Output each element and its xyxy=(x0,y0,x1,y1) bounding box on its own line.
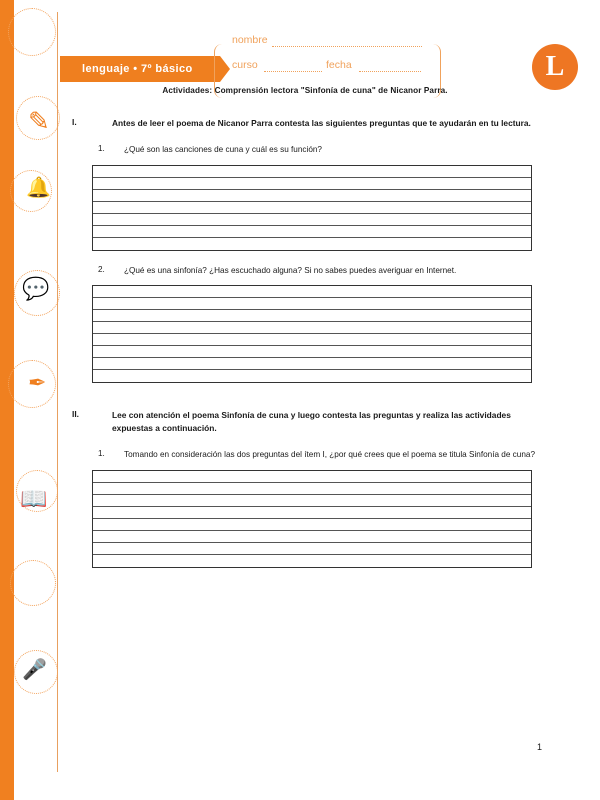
fecha-input-line[interactable] xyxy=(359,71,421,72)
dotted-circle-decor xyxy=(10,560,56,606)
subject-tag: lenguaje • 7º básico xyxy=(60,56,220,82)
question-ii-1-text: Tomando en consideración las dos preguntas del ítem I, ¿por qué crees que el poema se titula Sinfonía de cuna? xyxy=(124,450,535,460)
answer-line[interactable] xyxy=(93,519,531,531)
answer-line[interactable] xyxy=(93,346,531,358)
curso-label: curso xyxy=(232,59,258,71)
bell-icon: 🔔 xyxy=(26,177,51,199)
answer-line[interactable] xyxy=(93,370,531,382)
speech-bubble-icon: 💬 xyxy=(22,276,50,301)
question-i-2-number: 2. xyxy=(98,264,105,274)
logo-badge: L xyxy=(532,44,578,90)
nombre-label: nombre xyxy=(232,34,268,46)
question-ii-1 xyxy=(70,449,540,462)
decorative-side-strip xyxy=(0,0,62,800)
answer-line[interactable] xyxy=(93,202,531,214)
answer-line[interactable] xyxy=(93,471,531,483)
answer-line[interactable] xyxy=(93,531,531,543)
section-ii xyxy=(70,409,540,435)
question-ii-1-number: 1. xyxy=(98,449,105,459)
pencil-icon: ✎ xyxy=(28,106,50,136)
question-i-2 xyxy=(70,265,540,278)
answer-box-i-1[interactable] xyxy=(92,165,532,251)
pen-nib-icon: ✒ xyxy=(28,370,47,395)
question-i-2-text: ¿Qué es una sinfonía? ¿Has escuchado alguna? Si no sabes puedes averiguar en Internet. xyxy=(124,265,457,275)
nombre-input-line[interactable] xyxy=(272,46,422,47)
answer-box-ii-1[interactable] xyxy=(92,470,532,568)
activity-title: Actividades: Comprensión lectora "Sinfonía de cuna" de Nicanor Parra. xyxy=(162,86,448,95)
answer-line[interactable] xyxy=(93,238,531,250)
page-header xyxy=(14,26,600,82)
answer-box-i-2[interactable] xyxy=(92,285,532,383)
section-ii-text: Lee con atención el poema Sinfonía de cuna y luego contesta las preguntas y realiza las actividades expuestas a continuación. xyxy=(112,410,511,434)
accent-bar xyxy=(0,0,14,800)
answer-line[interactable] xyxy=(93,334,531,346)
answer-line[interactable] xyxy=(93,178,531,190)
answer-line[interactable] xyxy=(93,507,531,519)
question-i-1-text: ¿Qué son las canciones de cuna y cuál es su función? xyxy=(124,145,322,155)
answer-line[interactable] xyxy=(93,226,531,238)
section-i-text: Antes de leer el poema de Nicanor Parra contesta las siguientes preguntas que te ayudarán en tu lectura. xyxy=(112,118,531,128)
answer-line[interactable] xyxy=(93,495,531,507)
curso-input-line[interactable] xyxy=(264,71,322,72)
answer-line[interactable] xyxy=(93,310,531,322)
answer-line[interactable] xyxy=(93,286,531,298)
answer-line[interactable] xyxy=(93,190,531,202)
worksheet-body xyxy=(70,86,540,568)
section-ii-number: II. xyxy=(72,409,79,420)
answer-line[interactable] xyxy=(93,358,531,370)
answer-line[interactable] xyxy=(93,214,531,226)
open-book-icon: 📖 xyxy=(20,486,48,511)
section-i-number: I. xyxy=(72,117,77,127)
section-i xyxy=(70,117,540,130)
answer-line[interactable] xyxy=(93,555,531,567)
question-i-1-number: 1. xyxy=(98,144,105,154)
microphone-icon: 🎤 xyxy=(22,659,47,681)
answer-line[interactable] xyxy=(93,543,531,555)
page-number: 1 xyxy=(536,742,542,752)
fecha-label: fecha xyxy=(326,59,352,71)
answer-line[interactable] xyxy=(93,483,531,495)
answer-line[interactable] xyxy=(93,322,531,334)
answer-line[interactable] xyxy=(93,166,531,178)
answer-line[interactable] xyxy=(93,298,531,310)
question-i-1 xyxy=(70,144,540,157)
